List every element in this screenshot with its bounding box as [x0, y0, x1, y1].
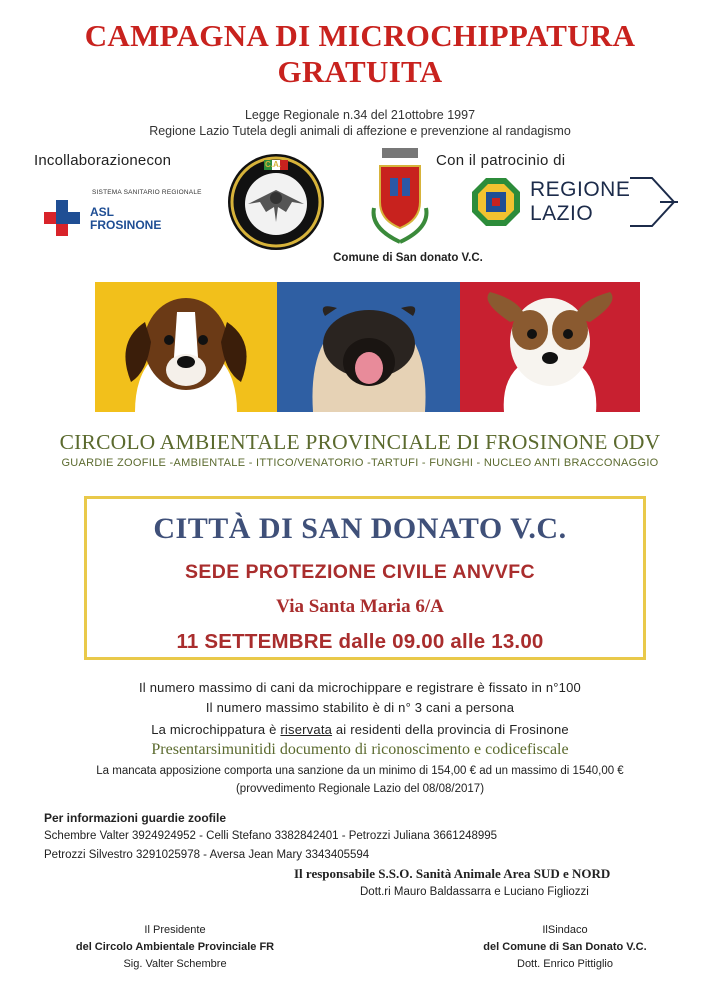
law-description: Regione Lazio Tutela degli animali di affezione e prevenzione al randagismo [149, 124, 571, 138]
signature-mayor: IlSindaco del Comune di San Donato V.C. Dott. Enrico Pittiglio [483, 924, 647, 970]
dog-photos-banner [95, 282, 640, 412]
beagle-photo [95, 282, 277, 412]
association-name: CIRCOLO AMBIENTALE PROVINCIALE DI FROSINONE ODV [59, 430, 661, 454]
comune-crest-icon [366, 148, 434, 246]
asl-name: ASL FROSINONE [90, 205, 162, 232]
contacts-line1: Schembre Valter 3924924952 - Celli Stefano 3382842401 - Petrozzi Juliana 3661248995 [44, 830, 498, 842]
responsible-doctors: Dott.ri Mauro Baldassarra e Luciano Figliozzi [360, 886, 589, 898]
asl-system-label: SISTEMA SANITARIO REGIONALE [92, 189, 202, 196]
association-tagline: GUARDIE ZOOFILE -AMBIENTALE - ITTICO/VENATORIO -TARTUFI - FUNGHI - NUCLEO ANTI BRACCONAGGIO [61, 457, 659, 469]
regione-lazio-chevron-icon [630, 176, 678, 228]
page-title: CAMPAGNA DI MICROCHIPPATURA [84, 18, 636, 53]
asl-cross-icon [44, 200, 80, 236]
signature-president: Il Presidente del Circolo Ambientale Provinciale FR Sig. Valter Schembre [75, 924, 275, 970]
law-reference: Legge Regionale n.34 del 21ottobre 1997 [244, 108, 476, 122]
rule-provision: (provvedimento Regionale Lazio del 08/08/2017) [235, 783, 485, 795]
regione-lazio-emblem-icon [470, 176, 522, 228]
contacts-line2: Petrozzi Silvestro 3291025978 - Aversa Jean Mary 3343405594 [44, 849, 370, 861]
rule-per-person: Il numero massimo stabilito è di n° 3 cani a persona [205, 700, 515, 715]
collaboration-label: Incollaborazionecon [34, 152, 172, 169]
jack-russell-photo [460, 282, 640, 412]
rule-documents: Presentarsimunitidi documento di riconoscimento e codicefiscale [151, 741, 569, 758]
event-datetime: 11 SETTEMBRE dalle 09.00 alle 13.00 [176, 630, 544, 653]
rule-max-dogs: Il numero massimo di cani da microchippare e registrare è fissato in n°100 [139, 680, 581, 695]
patronage-label: Con il patrocinio di [436, 152, 566, 169]
event-address: Via Santa Maria 6/A [276, 596, 444, 617]
rule-residents: La microchippatura è riservata ai residenti della provincia di Frosinone [151, 722, 569, 737]
ca-badge-text: C.A. [265, 160, 281, 169]
event-venue: SEDE PROTEZIONE CIVILE ANVVFC [184, 561, 535, 583]
comune-label: Comune di San donato V.C. [333, 252, 483, 264]
event-city: CITTÀ DI SAN DONATO V.C. [153, 512, 567, 545]
contacts-heading: Per informazioni guardie zoofile [44, 811, 227, 825]
regione-lazio-name: REGIONE LAZIO [530, 178, 631, 225]
pug-photo [277, 282, 460, 412]
responsible-label: Il responsabile S.S.O. Sanità Animale Area SUD e NORD [294, 866, 611, 881]
rule-sanction: La mancata apposizione comporta una sanzione da un minimo di 154,00 € ad un massimo di 1540,00 € [96, 765, 624, 777]
page-title-line2: GRATUITA [277, 54, 443, 89]
